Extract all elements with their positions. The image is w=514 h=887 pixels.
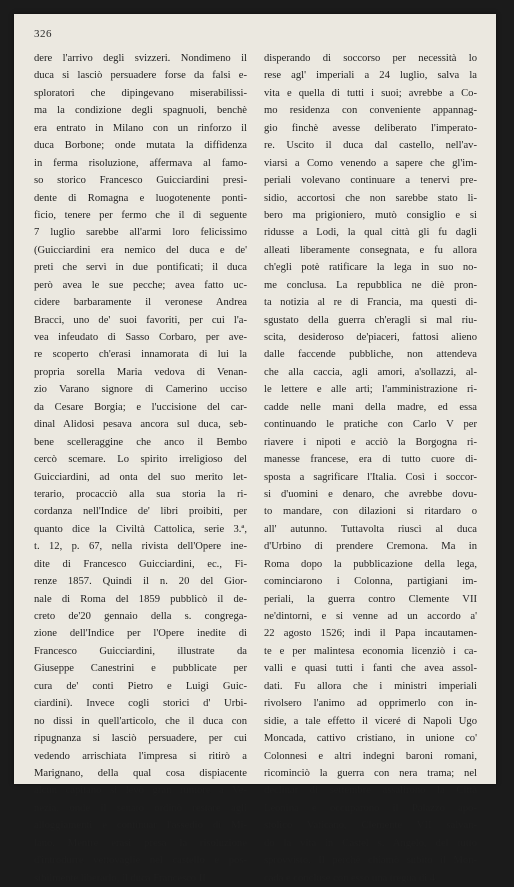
text-line: so storico Francesco Guicciardini presi- — [34, 175, 247, 187]
text-line: ricominciò la guerra con nera trama; nel — [264, 767, 477, 779]
text-line: no dissi in quell'articolo, che il duca con — [34, 715, 247, 727]
text-line: renze 1857. Quindi il n. 20 del Gior- — [34, 576, 247, 588]
text-line: periali volevano continuare a tenervi pre- — [264, 175, 477, 187]
text-line: zio Varano signore di Camerino ucciso — [34, 384, 247, 396]
text-line: Bracci, uno de' suoi favoriti, per cui l'a- — [34, 314, 247, 326]
text-line: me conclusa. La repubblica ne diè pron- — [264, 279, 477, 291]
text-line: duca Borbone; onde mutata la diffidenza — [34, 140, 247, 152]
text-line: le lettere e alle arti; l'amministrazione ri- — [264, 384, 477, 396]
text-line: dite di Francesco Guicciardini, ec., Fi- — [34, 558, 247, 570]
text-line: gio finchè avesse deliberato l'imperato- — [264, 122, 477, 134]
text-line: Colonnesi e altri indegni baroni romani, — [264, 750, 477, 762]
text-line: d'Urbino di prendere Cremona. Ma in — [264, 541, 477, 553]
text-line: manesse francese, era di tutto cuore di- — [264, 454, 477, 466]
text-line: nale di Roma del 1859 pubblicò il de- — [34, 593, 247, 605]
text-line: te e per malintesa economia licenziò i ca- — [264, 645, 477, 657]
text-line: ta notizia al re di Francia, ma questi di- — [264, 297, 477, 309]
text-line: sploratori che dipingevano miserabilissi- — [34, 87, 247, 99]
text-line: ch'egli potè ratificare la lega in suo no- — [264, 262, 477, 274]
text-line: dinal Alidosi pesava ancora sul duca, seb- — [34, 419, 247, 431]
text-line: disperando di soccorso per necessità lo — [264, 53, 477, 64]
left-column — [34, 50, 247, 887]
text-line: quanto dice la Civiltà Cattolica, serie 3.ª, — [34, 523, 247, 535]
text-line: all' autunno. Tuttavolta riuscì al duca — [264, 523, 477, 535]
text-line: ripugnanza si lasciò persuadere, per cui — [34, 733, 247, 745]
text-line: viarsi a Como venendo a sapere che gl'im- — [264, 157, 477, 169]
text-line: però avea le sue pecche; avea fatto uc- — [34, 279, 247, 291]
text-line: alloggiamenti e continuar l'assedio di Mi- — [34, 820, 247, 832]
text-line: rivolsero l'animo ad opprimerlo con in- — [264, 698, 477, 710]
text-line: terario, procacciò alla sua storia la ri- — [34, 488, 247, 500]
right-column — [264, 50, 477, 887]
text-line: mo residenza con conveniente appannag- — [264, 105, 477, 117]
text-line: declinar di settembre assalirono la Città — [264, 785, 477, 797]
text-line: scita, desideroso de'piaceri, fattosi alieno — [264, 332, 477, 343]
text-line: ficio, tenere per fermo che il dì seguente — [34, 209, 247, 221]
text-line: periali, la guerra contro Clemente VII — [264, 593, 477, 605]
text-line: riavere i nipoti e acciò la Borgogna ri- — [264, 436, 477, 448]
text-line: cominciarono i Colonna, partigiani im- — [264, 576, 477, 588]
text-line: (Guicciardini era nemico del duca e de' — [34, 244, 247, 256]
text-line: sidie, a tale effetto il viceré di Napoli Ugo — [264, 715, 477, 727]
text-line: era entrato in Milano con un rinforzo il — [34, 122, 247, 134]
text-line: dati. Fu allora che i ministri imperiali — [264, 680, 477, 692]
text-line: ridusse a Lodi, la qual città gli fu dagli — [264, 227, 477, 239]
text-line: 22 agosto 1526; indi il Papa incautamen- — [264, 628, 477, 640]
text-line: si d'uomini e denaro, che avrebbe dovu- — [264, 488, 477, 500]
text-line: stolico Vaticano, Clemente VII salvan- — [264, 820, 477, 832]
text-line: bero ma prigioniero, mutò consiglio e si — [264, 209, 477, 221]
text-line: che alla caccia, agli amori, a'sollazzi, al- — [264, 366, 477, 378]
text-line: lano. Mentre erasi presa la risoluzione — [34, 837, 247, 849]
text-line: vita e quella di tutti i suoi; avrebbe a Co- — [264, 87, 477, 99]
text-line: continuando le pratiche con Carlo V per — [264, 419, 477, 431]
text-line: creto de'20 gennaio della s. congrega- — [34, 611, 247, 622]
text-line: re. Uscito il duca dal castello, nell'av- — [264, 140, 477, 152]
book-page — [14, 14, 496, 884]
text-line: valli e quasi tutti i fanti che avea assol- — [264, 663, 477, 675]
text-line: sposta a sagrificare l'Italia. Così i soccor- — [264, 471, 477, 483]
text-line: Marignano, della qual cosa dispiacente — [34, 767, 247, 779]
text-line: Roma dopo la pubblicazione della lega, — [264, 558, 477, 570]
text-line: Leonina e occuparono il Palazzo apo- — [264, 802, 477, 814]
page-number: 326 — [34, 28, 52, 40]
text-line: sidio, accortosi che non sarebbe stato li- — [264, 192, 477, 204]
text-line: re scoperto ch'erasi innamorata di lui la — [34, 349, 247, 361]
text-line: ciardini). Invece cogli storici d' Urbi- — [34, 698, 247, 710]
text-line: dere l'arrivo degli svizzeri. Nondimeno il — [34, 53, 247, 64]
text-line: 7 luglio sarebbe all'armi loro felicissimo — [34, 227, 247, 239]
text-line: sgustato della guerra ch'eragli sì mal riu- — [264, 314, 477, 326]
column-gutter — [250, 44, 251, 774]
text-line: in ferma risoluzione, affermava al famo- — [34, 157, 247, 169]
text-line: nezia, onde il senato ordinò restare agli — [34, 802, 247, 814]
text-line: Guicciardini, ad onta del suo merito let- — [34, 471, 247, 483]
text-line: t. 12, p. 67, nella rivista dell'Opere ine- — [34, 541, 247, 553]
text-line: cordanza nell'Indice de' libri proibiti, per — [34, 506, 247, 518]
text-line: to mandare, con dilazioni si ritardaro o — [264, 506, 477, 518]
text-line: ne'dintorni, e si venne ad un accordo a' — [264, 611, 477, 622]
text-line: do la vita in Castel s. Angelo, del tutto — [264, 837, 477, 849]
text-line: ma la condizione degli spagnuoli, benchè — [34, 105, 247, 117]
text-line: cercò scemare. Lo spirito irreligioso del — [34, 454, 247, 466]
text-line: cadde nelle mani della madre, ed essa — [264, 401, 477, 413]
text-line: zione dell'Indice per l'Opere inedite di — [34, 628, 247, 640]
text-line: sprovvisto. Il perchè chiamò subito il Mon- — [264, 855, 477, 867]
text-line: rese agl' imperiali a 24 luglio, salva la — [264, 70, 477, 82]
text-line: dente di Romagna e luogotenente ponti- — [34, 192, 247, 204]
text-line: duca si lasciò persuadere forse da falsi e- — [34, 70, 247, 82]
text-line: preti che servì in due pontificati; il duca — [34, 262, 247, 274]
text-line: Francesco Guicciardini, illustrate da — [34, 645, 247, 657]
text-line: dalle faccende pubbliche, non attendeva — [264, 349, 477, 361]
text-line: cidere barbaramente il veronese Andrea — [34, 297, 247, 309]
text-line: cura de' conti Pietro e Luigi Guic- — [34, 680, 247, 692]
text-line: cada e concluse con esso una tregua di 4 — [264, 872, 436, 884]
text-line: sibilmente liberarlo, il duca Francesco II — [34, 872, 206, 884]
text-line: bene scelleraggine che anco il Bembo — [34, 436, 247, 448]
text-line: da Cesare Borgia; e l'uccisione del car- — [34, 401, 247, 413]
text-line: Giuseppe Canestrini e pubblicate per — [34, 663, 247, 675]
text-line: alleati liberamente consegnata, e fu allora — [264, 244, 477, 256]
text-line: d'introdurre vettovaglie nel castello e pos- — [34, 855, 247, 867]
text-line: vedendo arrischiata l'impresa si ritirò a — [34, 750, 247, 762]
text-line: vea infeudato di Sasso Corbaro, per ave- — [34, 332, 247, 343]
text-line: Moncada, cattivo cristiano, in unione co' — [264, 733, 477, 745]
text-line: alcun capitano si levò gran rumore a Ve- — [34, 785, 247, 797]
text-line: propria sorella Maria vedova di Venan- — [34, 366, 247, 378]
